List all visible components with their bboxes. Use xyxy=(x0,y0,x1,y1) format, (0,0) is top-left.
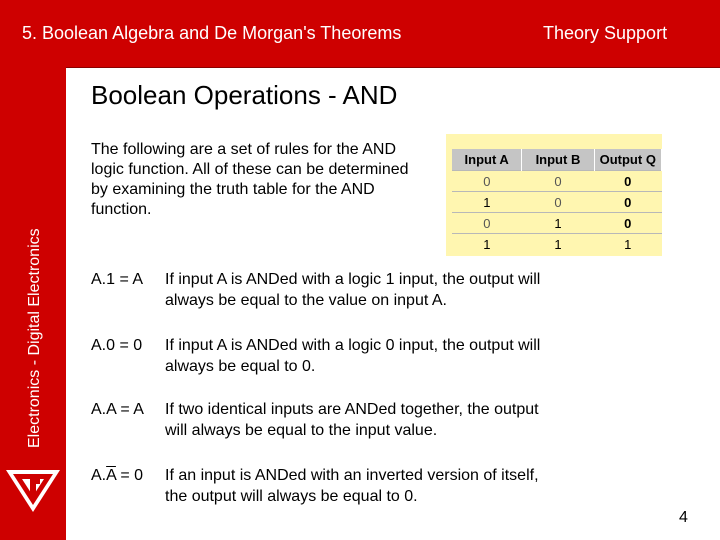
rule-id-prefix: A. xyxy=(91,467,107,484)
table-cell: 0 xyxy=(594,213,661,234)
rule-text: If input A is ANDed with a logic 1 input, the output will always be equal to the value on input A. xyxy=(165,271,541,309)
rule-id: A.0 = 0 xyxy=(91,337,143,354)
table-row xyxy=(452,213,662,234)
header-input-b: Input B xyxy=(522,149,594,171)
sidebar-label: Electronics - Digital Electronics xyxy=(26,228,43,448)
table-cell: 0 xyxy=(522,192,594,213)
rule-text: If input A is ANDed with a logic 0 input, the output will always be equal to 0. xyxy=(165,337,541,375)
truth-table xyxy=(452,149,662,254)
header-output-q: Output Q xyxy=(594,149,661,171)
table-row xyxy=(452,192,662,213)
table-cell: 1 xyxy=(452,234,522,255)
slide-title: Boolean Operations - AND xyxy=(91,80,398,110)
rule-id xyxy=(91,465,143,486)
rule-text: If an input is ANDed with an inverted version of itself, the output will always be equal to 0. xyxy=(165,467,539,505)
table-cell: 1 xyxy=(452,192,522,213)
table-cell: 1 xyxy=(594,234,661,255)
rule-id: A.1 = A xyxy=(91,271,144,288)
page-number: 4 xyxy=(679,509,688,526)
table-cell: 0 xyxy=(452,171,522,192)
header-bar xyxy=(0,0,720,68)
header-input-a: Input A xyxy=(452,149,522,171)
header-title: 5. Boolean Algebra and De Morgan's Theorems xyxy=(22,23,402,43)
rule-text: If two identical inputs are ANDed together, the output will always be equal to the input value. xyxy=(165,401,539,439)
table-cell: 1 xyxy=(522,213,594,234)
truth-table-header-row xyxy=(452,149,662,171)
table-cell: 0 xyxy=(452,213,522,234)
table-row xyxy=(452,234,662,255)
rule-id-inverted: $\overline{A}$ xyxy=(106,467,116,484)
header-section: Theory Support xyxy=(543,23,668,43)
table-cell: 0 xyxy=(594,171,661,192)
table-row xyxy=(452,171,662,192)
table-cell: 1 xyxy=(522,234,594,255)
ltf-logo-icon xyxy=(4,460,62,518)
rule-id-suffix: = 0 xyxy=(115,467,144,484)
truth-table-panel xyxy=(446,134,662,256)
intro-text: The following are a set of rules for the AND logic function. All of these can be determined by examining the truth table for the AND function. xyxy=(91,141,409,218)
rule-id: A.A = A xyxy=(91,401,144,418)
table-cell: 0 xyxy=(522,171,594,192)
table-cell: 0 xyxy=(594,192,661,213)
